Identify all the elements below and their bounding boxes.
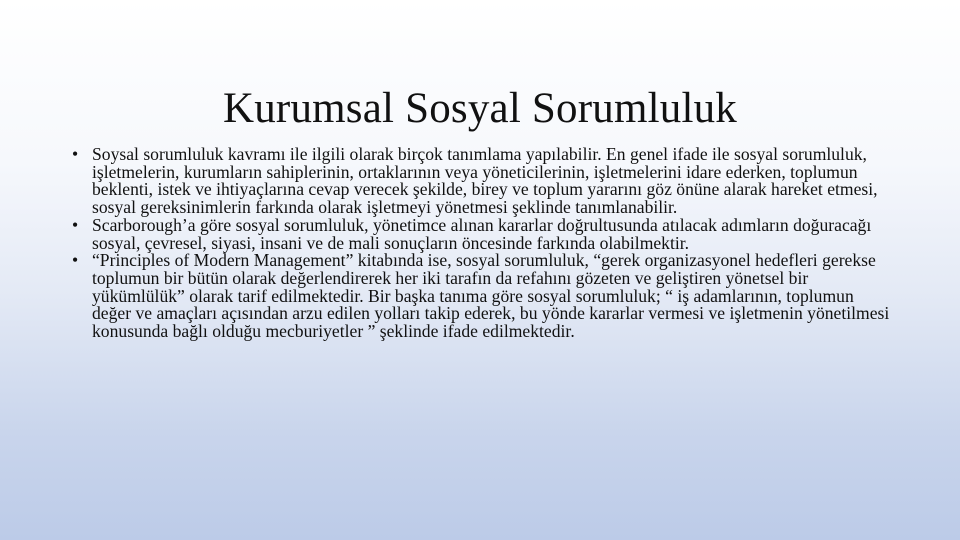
- bullet-item: [72, 214, 894, 253]
- slide-body: [72, 146, 894, 341]
- bullet-text: Scarborough’a göre sosyal sorumluluk, yönetimce alınan kararlar doğrultusunda atılacak adımların doğuracağı sosyal, çevresel, siyasi, insani ve de mali sonuçların öncesinde farkında olabilmektir.: [92, 214, 872, 253]
- bullet-list: [72, 146, 894, 341]
- bullet-dot-icon: •: [72, 214, 79, 235]
- bullet-text: Soysal sorumluluk kavramı ile ilgili olarak birçok tanımlama yapılabilir. En genel ifade ile sosyal sorumluluk, işletmelerin, kurumların sahiplerinin, ortaklarının veya yöneticilerinin, işletmelerini idare ederken, toplumun beklenti, istek ve ihtiyaçlarına cevap verecek şekilde, birey ve toplum yararını göz önüne alarak hareket etmesi, sosyal gereksinimlerin farkında olarak işletmeyi yönetmesi şeklinde tanımlanabilir.: [92, 144, 878, 218]
- bullet-item: [72, 252, 894, 341]
- bullet-dot-icon: •: [72, 250, 79, 271]
- bullet-item: [72, 146, 894, 217]
- bullet-text: “Principles of Modern Management” kitabında ise, sosyal sorumluluk, “gerek organizasyonel hedefleri gerekse toplumun bir bütün olarak değerlendirerek her iki tarafın da refahını gözeten ve geliştiren yönetsel bir yükümlülük” olarak tarif edilmektedir. Bir başka tanıma göre sosyal sorumluluk; “ iş adamlarının, toplumun değer ve amaçları açısından arzu edilen yolları takip ederek, bu yönde kararlar vermesi ve işletmenin yönetilmesi konusunda bağlı olduğu mecburiyetler ” şeklinde ifade edilmektedir.: [92, 250, 890, 342]
- slide-title: Kurumsal Sosyal Sorumluluk: [222, 84, 738, 132]
- bullet-dot-icon: •: [72, 144, 79, 164]
